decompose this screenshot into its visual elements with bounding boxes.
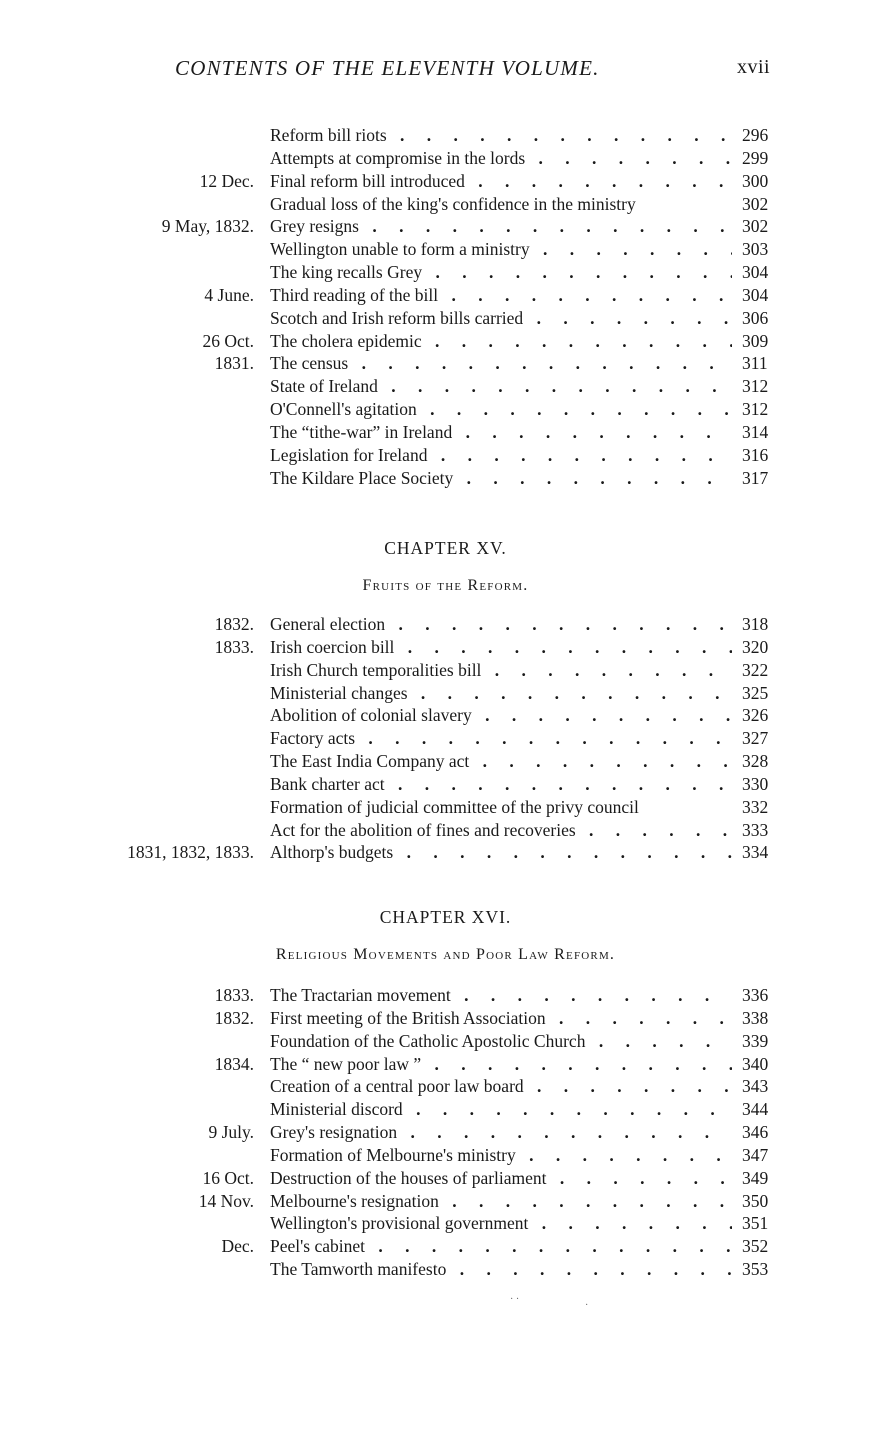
entry-page: 349 [742, 1167, 769, 1188]
entry-page: 299 [742, 147, 769, 168]
entry-page: 350 [742, 1190, 769, 1211]
entry-date: 1832. [214, 1007, 254, 1028]
entry-topic: Grey resigns . . . [270, 215, 732, 237]
entry-page: 353 [742, 1259, 769, 1280]
entry-page: 320 [742, 636, 769, 657]
contents-entry [0, 1098, 891, 1121]
contents-entry [0, 444, 891, 467]
entry-topic: Scotch and Irish reform bills carried . . . [270, 307, 732, 329]
chapter-15-contents [0, 613, 891, 864]
contents-entry [0, 1258, 891, 1281]
entry-topic: Grey's resignation . . . [270, 1121, 732, 1143]
entry-topic: Gradual loss of the king's confidence in the ministry [270, 193, 636, 214]
entry-topic: First meeting of the British Association . . . [270, 1007, 732, 1029]
entry-page: 330 [742, 773, 769, 794]
contents-entry [0, 261, 891, 284]
contents-entry [0, 467, 891, 490]
entry-topic: Destruction of the houses of parliament . . . [270, 1167, 732, 1189]
entry-topic: The census . . . [270, 352, 732, 374]
contents-entry [0, 1075, 891, 1098]
running-title: CONTENTS OF THE ELEVENTH VOLUME. [175, 56, 600, 80]
entry-page: 338 [742, 1007, 769, 1028]
entry-page: 302 [742, 193, 769, 214]
contents-entry [0, 1212, 891, 1235]
entry-date: Dec. [221, 1236, 254, 1257]
print-speck: · [585, 1300, 589, 1311]
contents-entry [0, 193, 891, 216]
entry-topic: Foundation of the Catholic Apostolic Church . . . [270, 1030, 732, 1052]
contents-entry [0, 215, 891, 238]
entry-page: 351 [742, 1213, 769, 1234]
entry-topic: Ministerial discord . . . [270, 1098, 732, 1120]
entry-topic: Althorp's budgets . . . [270, 841, 732, 863]
print-speck: · · [510, 1294, 520, 1305]
entry-date: 1831, 1832, 1833. [127, 842, 254, 863]
entry-topic: Melbourne's resignation . . . [270, 1190, 732, 1212]
entry-page: 296 [742, 125, 769, 145]
chapter-heading: CHAPTER XV. [384, 538, 507, 558]
contents-entry [0, 1007, 891, 1030]
entry-topic: The cholera epidemic . . . [270, 330, 732, 352]
contents-entry [0, 727, 891, 750]
contents-entry [0, 147, 891, 170]
entry-topic: Factory acts . . . [270, 727, 732, 749]
entry-page: 325 [742, 682, 769, 703]
entry-page: 328 [742, 751, 769, 772]
entry-topic: Abolition of colonial slavery . . . [270, 704, 732, 726]
entry-page: 336 [742, 985, 769, 1005]
contents-entry [0, 1144, 891, 1167]
entry-page: 333 [742, 819, 769, 840]
page-number: xvii [737, 56, 771, 78]
entry-page: 309 [742, 330, 769, 351]
entry-page: 316 [742, 444, 769, 465]
entry-topic: Wellington's provisional government . . . [270, 1212, 732, 1234]
chapter-title: Religious Movements and Poor Law Reform. [275, 946, 616, 963]
entry-date: 9 May, 1832. [161, 216, 254, 237]
entry-page: 339 [742, 1030, 769, 1051]
entry-date: 12 Dec. [199, 170, 254, 191]
entry-page: 318 [742, 614, 769, 634]
entry-page: 346 [742, 1122, 769, 1143]
entry-date: 16 Oct. [202, 1167, 254, 1188]
entry-date: 1834. [214, 1053, 254, 1074]
entry-topic: State of Ireland . . . [270, 375, 732, 397]
contents-entry [0, 984, 891, 1007]
entry-date: 1833. [214, 985, 254, 1005]
entry-topic: The “tithe-war” in Ireland . . . [270, 421, 732, 443]
contents-entry [0, 284, 891, 307]
contents-entry [0, 1053, 891, 1076]
entry-topic: General election . . . [270, 613, 732, 635]
entry-topic: Act for the abolition of fines and recoveries . . . [270, 819, 732, 841]
entry-topic: The East India Company act . . . [270, 750, 732, 772]
entry-page: 343 [742, 1076, 769, 1097]
entry-page: 302 [742, 216, 769, 237]
entry-topic: Final reform bill introduced . . . [270, 170, 732, 192]
contents-entry [0, 636, 891, 659]
entry-page: 306 [742, 307, 769, 328]
contents-entry [0, 238, 891, 261]
entry-date: 4 June. [204, 284, 254, 305]
contents-list-continued [0, 124, 891, 490]
contents-entry [0, 659, 891, 682]
contents-entry [0, 613, 891, 636]
entry-topic: The “ new poor law ” . . . [270, 1053, 732, 1075]
contents-entry [0, 1190, 891, 1213]
contents-entry [0, 352, 891, 375]
entry-page: 312 [742, 399, 769, 420]
entry-date: 1833. [214, 636, 254, 657]
contents-entry [0, 750, 891, 773]
entry-topic: Bank charter act . . . [270, 773, 732, 795]
entry-topic: Creation of a central poor law board . . . [270, 1075, 732, 1097]
entry-topic: Attempts at compromise in the lords . . . [270, 147, 732, 169]
entry-page: 311 [742, 353, 768, 374]
entry-page: 322 [742, 659, 769, 680]
contents-entry [0, 796, 891, 819]
contents-entry [0, 398, 891, 421]
entry-page: 304 [742, 262, 769, 283]
entry-topic: Wellington unable to form a ministry . . . [270, 238, 732, 260]
entry-topic: Third reading of the bill . . . [270, 284, 732, 306]
entry-topic: The king recalls Grey . . . [270, 261, 732, 283]
contents-entry [0, 375, 891, 398]
entry-topic: The Kildare Place Society . . . [270, 467, 732, 489]
entry-date: 1832. [214, 614, 254, 634]
running-head [0, 56, 891, 86]
contents-entry [0, 307, 891, 330]
entry-topic: Irish Church temporalities bill . . . [270, 659, 732, 681]
entry-page: 332 [742, 796, 769, 817]
entry-topic: Formation of Melbourne's ministry . . . [270, 1144, 732, 1166]
entry-date: 14 Nov. [198, 1190, 254, 1211]
entry-page: 347 [742, 1144, 769, 1165]
entry-page: 312 [742, 376, 769, 397]
contents-entry [0, 682, 891, 705]
contents-entry [0, 421, 891, 444]
contents-entry [0, 124, 891, 147]
chapter-title: Fruits of the Reform. [362, 577, 529, 594]
entry-page: 326 [742, 705, 769, 726]
entry-topic: Legislation for Ireland . . . [270, 444, 732, 466]
entry-page: 303 [742, 239, 769, 260]
entry-page: 304 [742, 284, 769, 305]
contents-entry [0, 1030, 891, 1053]
contents-entry [0, 704, 891, 727]
entry-topic: The Tamworth manifesto . . . [270, 1258, 732, 1280]
entry-date: 26 Oct. [202, 330, 254, 351]
contents-entry [0, 773, 891, 796]
entry-page: 300 [742, 170, 769, 191]
entry-page: 334 [742, 842, 769, 863]
contents-entry [0, 330, 891, 353]
entry-page: 340 [742, 1053, 769, 1074]
entry-topic: Ministerial changes . . . [270, 682, 732, 704]
contents-entry [0, 1121, 891, 1144]
contents-entry [0, 841, 891, 864]
entry-topic: The Tractarian movement . . . [270, 984, 732, 1006]
entry-topic: Reform bill riots . . . [270, 124, 732, 146]
entry-topic: Irish coercion bill . . . [270, 636, 732, 658]
chapter-16-contents [0, 984, 891, 1281]
entry-page: 317 [742, 467, 769, 488]
entry-date: 9 July. [208, 1122, 254, 1143]
entry-topic: Peel's cabinet . . . [270, 1235, 732, 1257]
entry-page: 344 [742, 1099, 769, 1120]
contents-entry [0, 1167, 891, 1190]
chapter-heading: CHAPTER XVI. [379, 907, 512, 927]
entry-date: 1831. [214, 353, 254, 374]
contents-entry [0, 1235, 891, 1258]
contents-entry [0, 819, 891, 842]
entry-topic: O'Connell's agitation . . . [270, 398, 732, 420]
entry-page: 327 [742, 728, 769, 749]
entry-page: 314 [742, 421, 769, 442]
entry-page: 352 [742, 1236, 769, 1257]
entry-topic: Formation of judicial committee of the privy council [270, 796, 639, 817]
contents-entry [0, 170, 891, 193]
